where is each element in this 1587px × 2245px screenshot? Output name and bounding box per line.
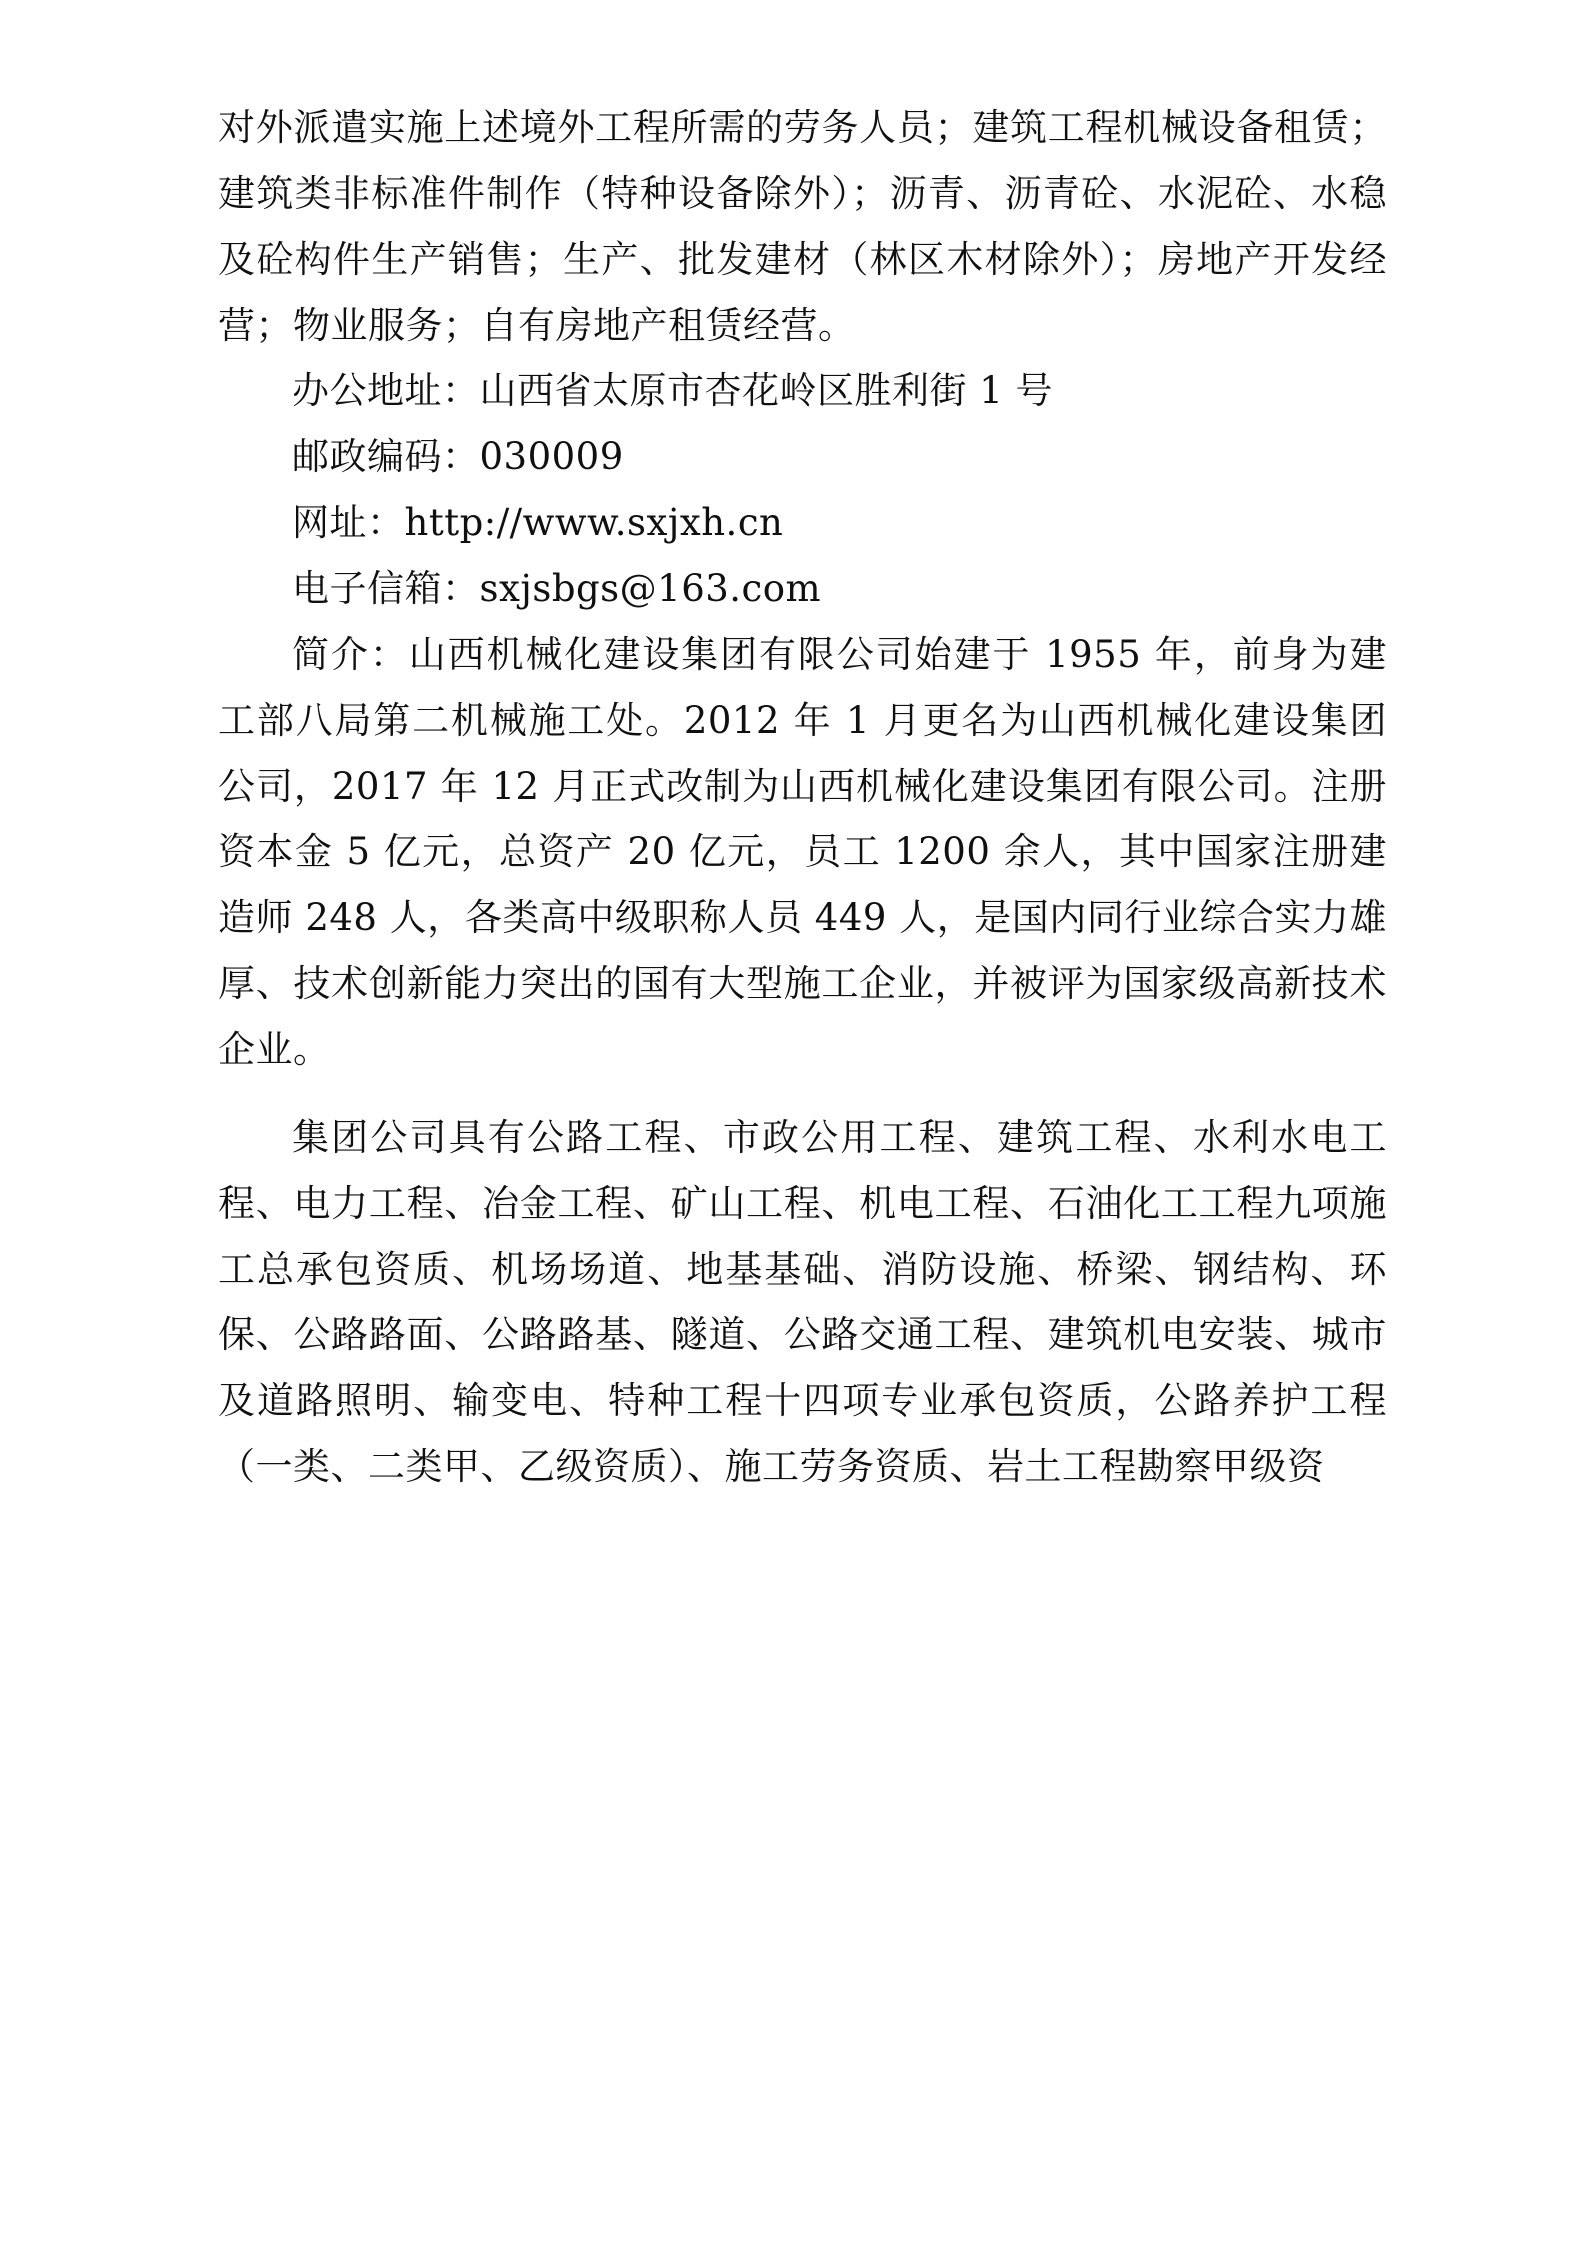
paragraph-business-scope-continued: 对外派遣实施上述境外工程所需的劳务人员；建筑工程机械设备租赁；建筑类非标准件制作（特种设备除外）；沥青、沥青砼、水泥砼、水稳及砼构件生产销售；生产、批发建材（林区木材除外）；房地产开发经营；物业服务；自有房地产租赁经营。: [218, 106, 1387, 347]
paragraph-office-address: 办公地址：山西省太原市杏花岭区胜利街 1 号: [292, 369, 1054, 413]
document-body: [218, 95, 1387, 1500]
paragraph-company-introduction: 简介：山西机械化建设集团有限公司始建于 1955 年，前身为建工部八局第二机械施工处。2012 年 1 月更名为山西机械化建设集团公司，2017 年 12 月正式改制为山西机械化建设集团有限公司。注册资本金 5 亿元，总资产 20 亿元，员工 1200 余人，其中国家注册建造师 248 人，各类高中级职称人员 449 人，是国内同行业综合实力雄厚、技术创新能力突出的国有大型施工企业，并被评为国家级高新技术企业。: [218, 632, 1387, 1072]
paragraph-email: 电子信箱：sxjsbgs@163.com: [292, 567, 822, 611]
paragraph-postal-code: 邮政编码：030009: [292, 435, 624, 479]
paragraph-qualifications: 集团公司具有公路工程、市政公用工程、建筑工程、水利水电工程、电力工程、冶金工程、矿山工程、机电工程、石油化工工程九项施工总承包资质、机场场道、地基基础、消防设施、桥梁、钢结构、环保、公路路面、公路路基、隧道、公路交通工程、建筑机电安装、城市及道路照明、输变电、特种工程十四项专业承包资质，公路养护工程（一类、二类甲、乙级资质）、施工劳务资质、岩土工程勘察甲级资: [218, 1115, 1387, 1489]
paragraph-website: 网址：http://www.sxjxh.cn: [292, 501, 784, 545]
